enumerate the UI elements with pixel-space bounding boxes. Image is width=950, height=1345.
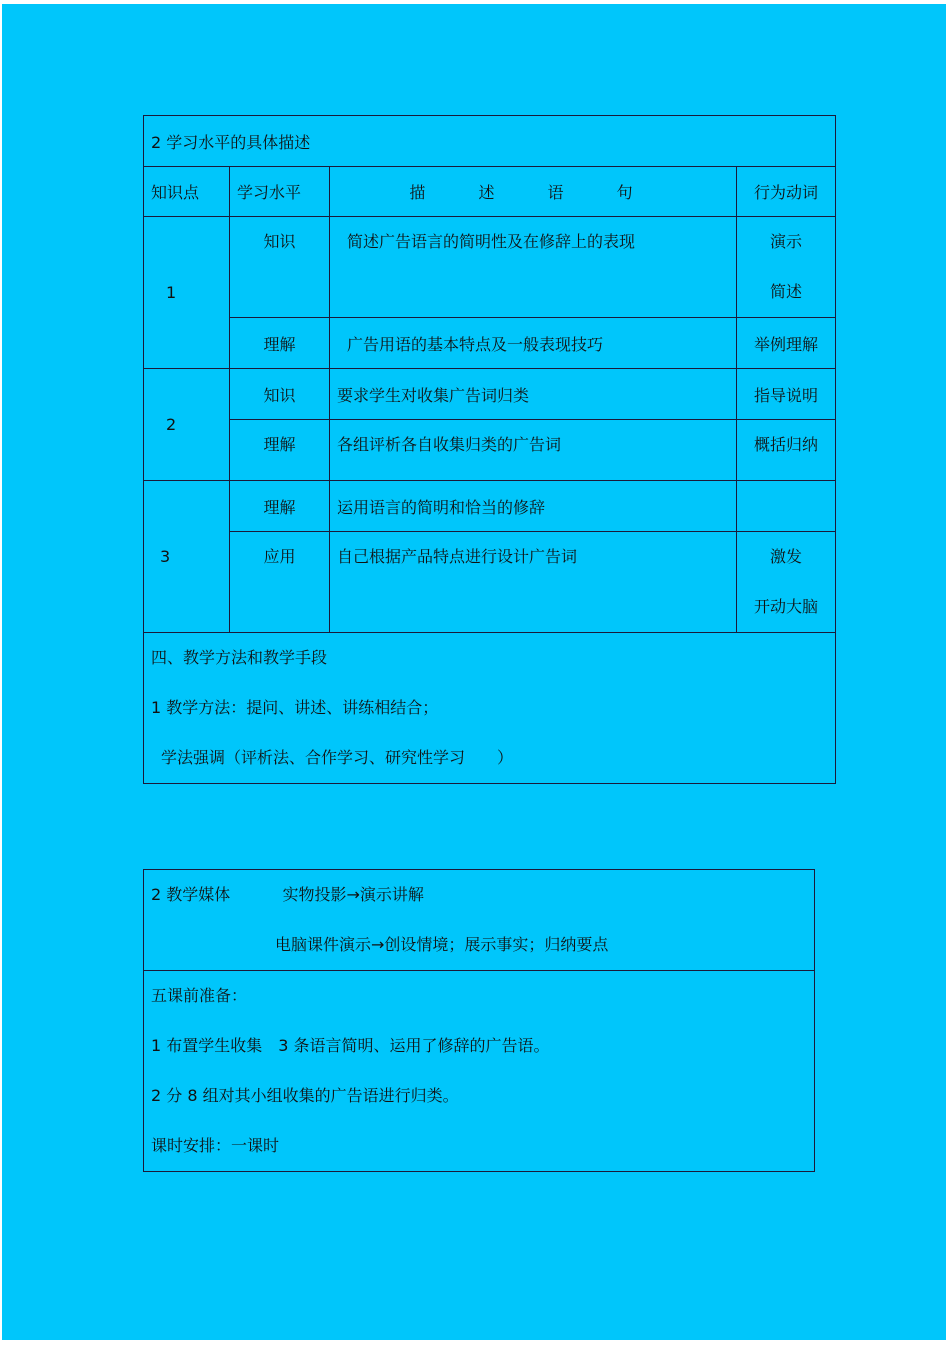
table-cell-verb: [737, 481, 836, 532]
methods-line1: 1 教学方法：提问、讲述、讲练相结合；: [151, 698, 439, 717]
prep-line1: 1 布置学生收集 3 条语言简明、运用了修辞的广告语。: [151, 1036, 550, 1055]
header-desc: 描 述 语 句: [330, 167, 737, 217]
table-cell-desc: 各组评析各自收集归类的广告词: [330, 420, 737, 481]
table-cell-desc: 要求学生对收集广告词归类: [330, 369, 737, 420]
media-prep-table: [143, 869, 815, 1172]
learning-level-table: [143, 115, 836, 784]
table-cell-desc: 简述广告语言的简明性及在修辞上的表现: [330, 217, 737, 318]
table-cell-level: 理解: [230, 420, 330, 481]
table-cell-desc: 广告用语的基本特点及一般表现技巧: [330, 318, 737, 369]
table-cell-level: 应用: [230, 532, 330, 633]
table-cell-verb: 概括归纳: [737, 420, 836, 481]
header-verb: 行为动词: [737, 167, 836, 217]
prep-line3: 课时安排：一课时: [151, 1136, 280, 1155]
teaching-media: [144, 870, 815, 971]
media-label: 2 教学媒体: [151, 885, 231, 904]
table-cell-level: 理解: [230, 318, 330, 369]
prep-heading: 五课前准备：: [151, 986, 248, 1005]
table-cell-desc: 运用语言的简明和恰当的修辞: [330, 481, 737, 532]
class-preparation: [144, 971, 815, 1172]
teaching-methods: [144, 633, 836, 784]
knowledge-point: 3: [144, 481, 230, 633]
header-level: 学习水平: [230, 167, 330, 217]
table-cell-verb: 指导说明: [737, 369, 836, 420]
section-title: 2 学习水平的具体描述: [144, 116, 836, 167]
table-cell-verb: 演示 简述: [737, 217, 836, 318]
methods-heading: 四、教学方法和教学手段: [151, 648, 328, 667]
table-cell-desc: 自己根据产品特点进行设计广告词: [330, 532, 737, 633]
table-cell-level: 理解: [230, 481, 330, 532]
table-cell-level: 知识: [230, 217, 330, 318]
media-item1: 实物投影→演示讲解: [282, 885, 424, 904]
methods-line2: 学法强调（评析法、合作学习、研究性学习 ）: [161, 748, 514, 767]
media-item2: 电脑课件演示→创设情境；展示事实；归纳要点: [275, 935, 609, 954]
prep-line2: 2 分 8 组对其小组收集的广告语进行归类。: [151, 1086, 459, 1105]
table-cell-verb: 激发 开动大脑: [737, 532, 836, 633]
knowledge-point: 2: [144, 369, 230, 481]
header-point: 知识点: [144, 167, 230, 217]
table-cell-level: 知识: [230, 369, 330, 420]
table-cell-verb: 举例理解: [737, 318, 836, 369]
knowledge-point: 1: [144, 217, 230, 369]
